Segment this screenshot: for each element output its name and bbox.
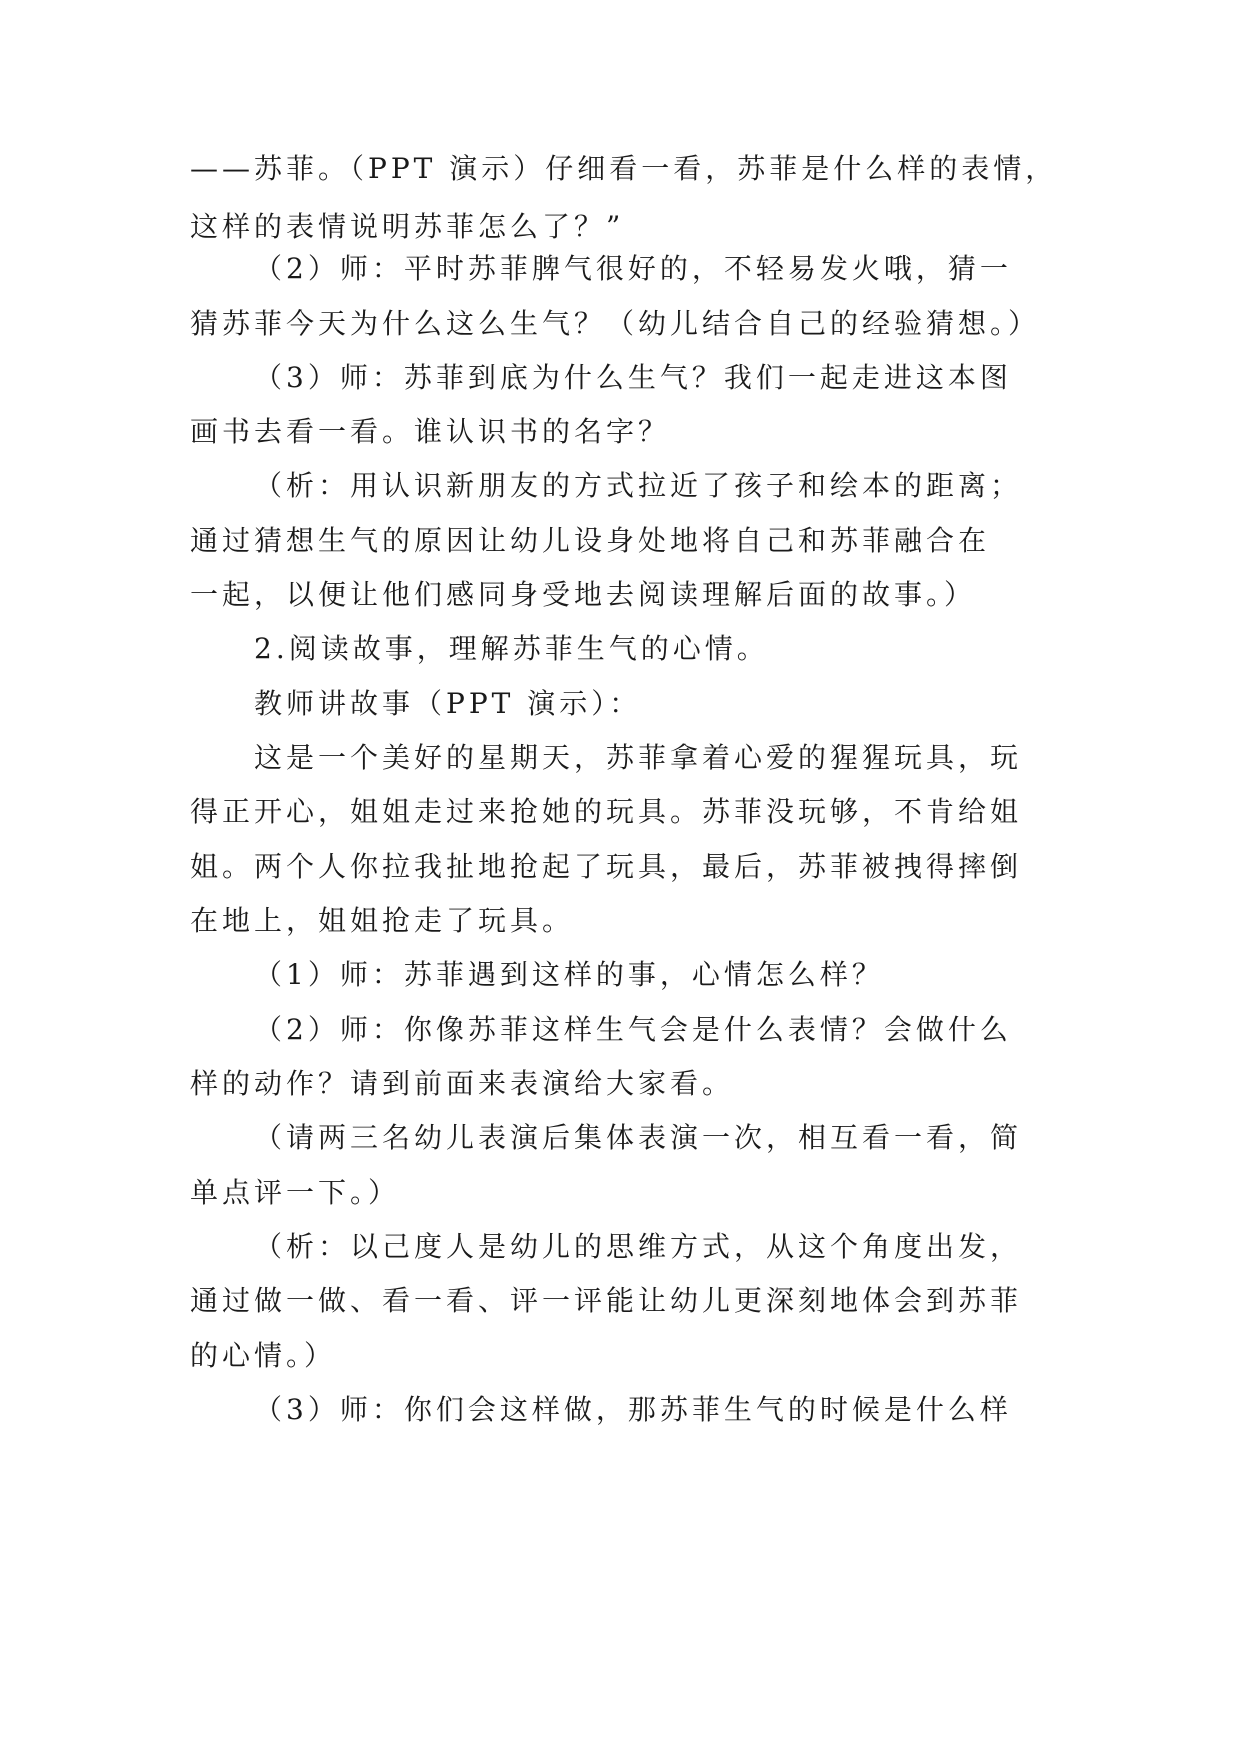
text-line: （2）师：你像苏菲这样生气会是什么表情？会做什么 (254, 1013, 1012, 1046)
text-line: 得正开心，姐姐走过来抢她的玩具。苏菲没玩够，不肯给姐 (190, 795, 1023, 828)
text-line: （2）师：平时苏菲脾气很好的，不轻易发火哦，猜一 (254, 252, 1012, 285)
text-line: 教师讲故事（PPT 演示）： (254, 687, 642, 720)
text-line: （请两三名幼儿表演后集体表演一次，相互看一看，简 (254, 1121, 1023, 1154)
text-line: 这样的表情说明苏菲怎么了？” (190, 210, 625, 243)
text-line: 通过猜想生气的原因让幼儿设身处地将自己和苏菲融合在 (190, 524, 991, 557)
text-line: （3）师：苏菲到底为什么生气？我们一起走进这本图 (254, 361, 1012, 394)
text-line: 这是一个美好的星期天，苏菲拿着心爱的猩猩玩具，玩 (254, 741, 1023, 774)
text-line: 通过做一做、看一看、评一评能让幼儿更深刻地体会到苏菲 (190, 1284, 1023, 1317)
text-line: （析：用认识新朋友的方式拉近了孩子和绘本的距离； (254, 469, 1023, 502)
text-line: 的心情。） (190, 1339, 337, 1372)
text-line: （析：以己度人是幼儿的思维方式，从这个角度出发， (254, 1230, 1023, 1263)
text-line: （1）师：苏菲遇到这样的事，心情怎么样？ (254, 958, 884, 991)
text-line: 画书去看一看。谁认识书的名字？ (190, 415, 671, 448)
text-line: 样的动作？请到前面来表演给大家看。 (190, 1067, 735, 1100)
text-line: 2.阅读故事，理解苏菲生气的心情。 (254, 632, 769, 665)
text-line: 单点评一下。） (190, 1176, 401, 1209)
text-line: （3）师：你们会这样做，那苏菲生气的时候是什么样 (254, 1393, 1012, 1426)
text-line: 一起，以便让他们感同身受地去阅读理解后面的故事。） (190, 578, 977, 611)
text-line: 姐。两个人你拉我扯地抢起了玩具，最后，苏菲被拽得摔倒 (190, 850, 1023, 883)
text-line: ——苏菲。（PPT 演示）仔细看一看，苏菲是什么样的表情， (190, 152, 1058, 185)
text-line: 猜苏菲今天为什么这么生气？（幼儿结合自己的经验猜想。） (190, 307, 1041, 340)
text-line: 在地上，姐姐抢走了玩具。 (190, 904, 575, 937)
